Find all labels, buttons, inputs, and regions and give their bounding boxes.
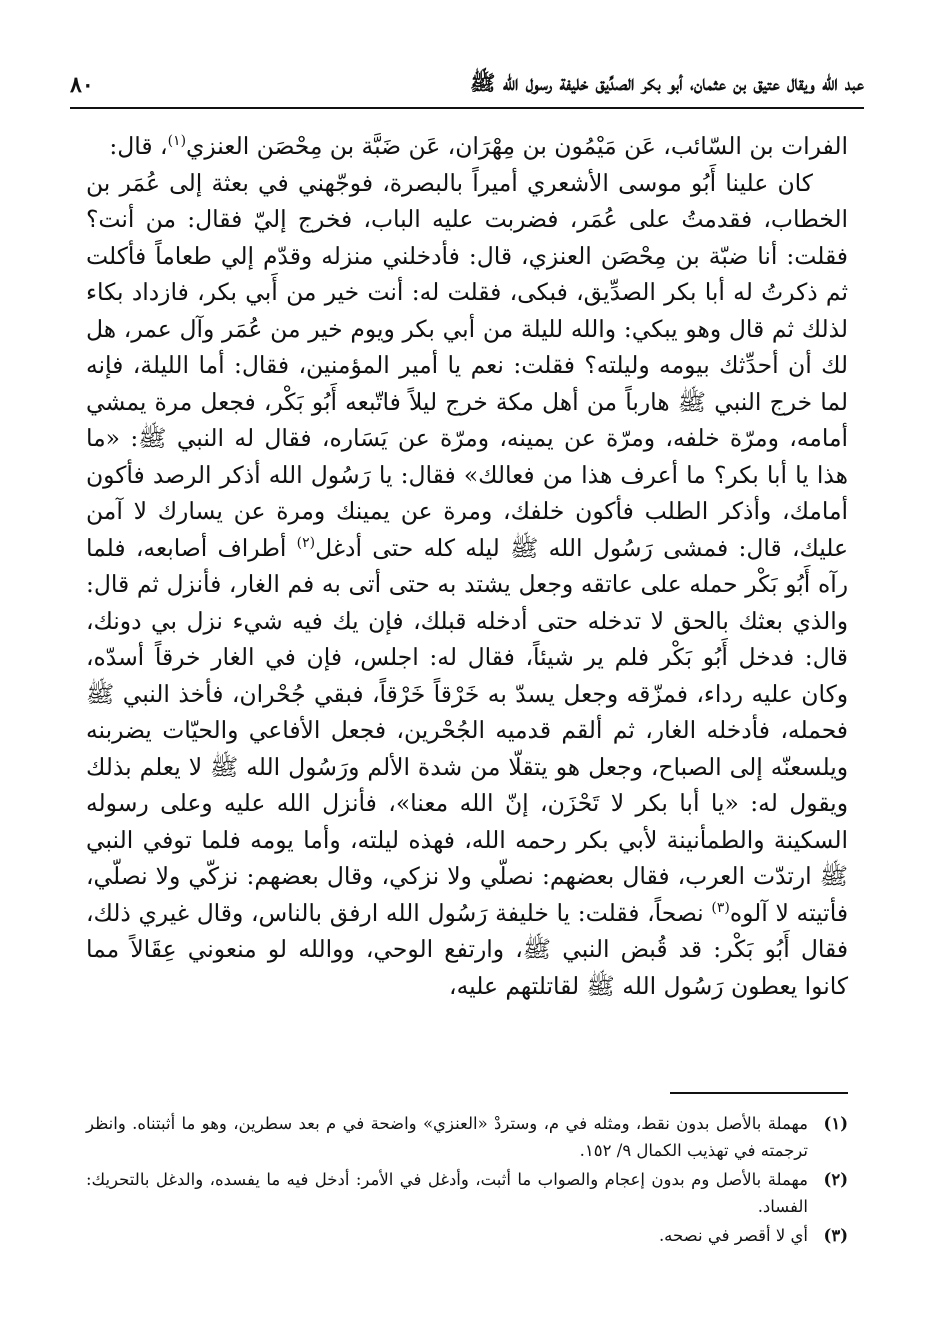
footnote-ref-2: (٢) bbox=[296, 534, 316, 551]
narration-paragraph bbox=[86, 165, 848, 1005]
main-text bbox=[86, 128, 848, 1004]
footnote-text: مهملة بالأصل وم بدون إعجام والصواب ما أثبت، وأدغل في الأمر: أدخل فيه ما يفسده، والدغل بالتحريك: الفساد. bbox=[86, 1170, 808, 1216]
page-header bbox=[70, 70, 864, 100]
footnote-text: أي لا أقصر في نصحه. bbox=[658, 1226, 808, 1245]
opening-text: الفرات بن السّائب، عَن مَيْمُون بن مِهْرَان، عَن ضَبَّة بن مِحْصَن العنزي bbox=[186, 132, 848, 160]
footnotes bbox=[86, 1110, 848, 1251]
footnote-number: (٢) bbox=[823, 1170, 848, 1189]
page-number: ٨٠ bbox=[70, 72, 94, 98]
footnote-rule bbox=[670, 1092, 848, 1094]
footnote-3 bbox=[86, 1222, 848, 1249]
footnote-number: (٣) bbox=[823, 1226, 848, 1245]
narration-part-c: نصحاً، فقلت: يا خليفة رَسُول الله ارفق بالناس، وقال غيري ذلك، فقال أَبُو بَكْر: قد قُبض النبي ﷺ، وارتفع الوحي، ووالله لو منعوني عِقَالاً مما كانوا يعطون رَسُول الله ﷺ لقاتلتهم عليه، bbox=[86, 898, 848, 1000]
footnote-text: مهملة بالأصل بدون نقط، ومثله في م، وستردْ «العنزي» واضحة في م بعد سطرين، وهو ما أثبتناه. وانظر ترجمته في تهذيب الكمال ٩/ ١٥٢. bbox=[86, 1114, 808, 1160]
footnote-ref-1: (١) bbox=[167, 133, 187, 150]
footnote-number: (١) bbox=[823, 1114, 848, 1133]
opening-line bbox=[86, 128, 848, 165]
header-rule bbox=[70, 107, 864, 109]
narration-part-b: أطراف أصابعه، فلما رآه أَبُو بَكْر حمله على عاتقه وجعل يشتد به حتى أتى به فم الغار، فأنزل ثم قال: والذي بعثك بالحق لا تدخله حتى أدخله قبلك، فإن يك فيه شيء نزل بي دونك، قال: فدخل أَبُو بَكْر فلم ير شيئاً، فقال له: اجلس، فإن في الغار خرقاً أسدّه، وكان عليه رداء، فمزّقه وجعل يسدّ به خَرْقاً خَرْقاً، فبقي جُحْران، فأخذ النبي ﷺ فحمله، فأدخله الغار، ثم ألقم قدميه الجُحْرين، فجعل الأفاعي والحيّات يضربنه ويلسعنّه إلى الصباح، وجعل هو يتقلّا من شدة الألم ورَسُول الله ﷺ لا يعلم بذلك ويقول له: «يا أبا بكر لا تَحْزَن، إنّ الله معنا»، فأنزل الله عليه وعلى رسوله السكينة والطمأنينة لأبي بكر رحمه الله، فهذه ليلته، وأما يومه فلما توفي النبي ﷺ ارتدّت العرب، فقال بعضهم: نصلّي ولا نزكي، وقال بعضهم: نزكّي ولا نصلّي، فأتيته لا آلوه bbox=[86, 533, 849, 927]
footnote-2 bbox=[86, 1166, 848, 1220]
narration-part-a: كان علينا أَبُو موسى الأشعري أميراً بالبصرة، فوجّهني في بعثة إلى عُمَر بن الخطاب، فقدمتُ على عُمَر، فضربت عليه الباب، فخرج إليّ فقال: من أنت؟ فقلت: أنا ضبّة بن مِحْصَن العنزي، قال: فأدخلني منزله وقدّم إلي طعاماً فأكلت ثم ذكرتُ له أبا بكر الصدِّيق، فبكى، فقلت له: أنت خير من أَبي بكر، فازداد بكاء لذلك ثم قال وهو يبكي: والله لليلة من أبي بكر ويوم خير من عُمَر وآل عمر، هل لك أن أحدِّثك بيومه وليلته؟ فقلت: نعم يا أمير المؤمنين، فقال: أما الليلة، فإنه لما خرج النبي ﷺ هارباً من أهل مكة خرج ليلاً فاتّبعه أَبُو بَكْر، فجعل مرة يمشي أمامه، ومرّة خلفه، ومرّة عن يمينه، ومرّة عن يَسَاره، فقال له النبي ﷺ: «ما هذا يا أبا بكر؟ ما أعرف هذا من فعالك» فقال: يا رَسُول الله أذكر الرصد فأكون أمامك، وأذكر الطلب فأكون خلفك، ومرة عن يمينك ومرة عن يسارك لا آمن عليك، قال: فمشى رَسُول الله ﷺ ليله كله حتى أدغل bbox=[86, 168, 848, 562]
opening-end: ، قال: bbox=[109, 132, 168, 160]
footnote-1 bbox=[86, 1110, 848, 1164]
footnote-ref-3: (٣) bbox=[711, 899, 730, 916]
running-title: عبد الله ويقال عتيق بن عثمان، أبو بكر الصدِّيق خليفة رسول الله ﷺ bbox=[470, 69, 864, 95]
